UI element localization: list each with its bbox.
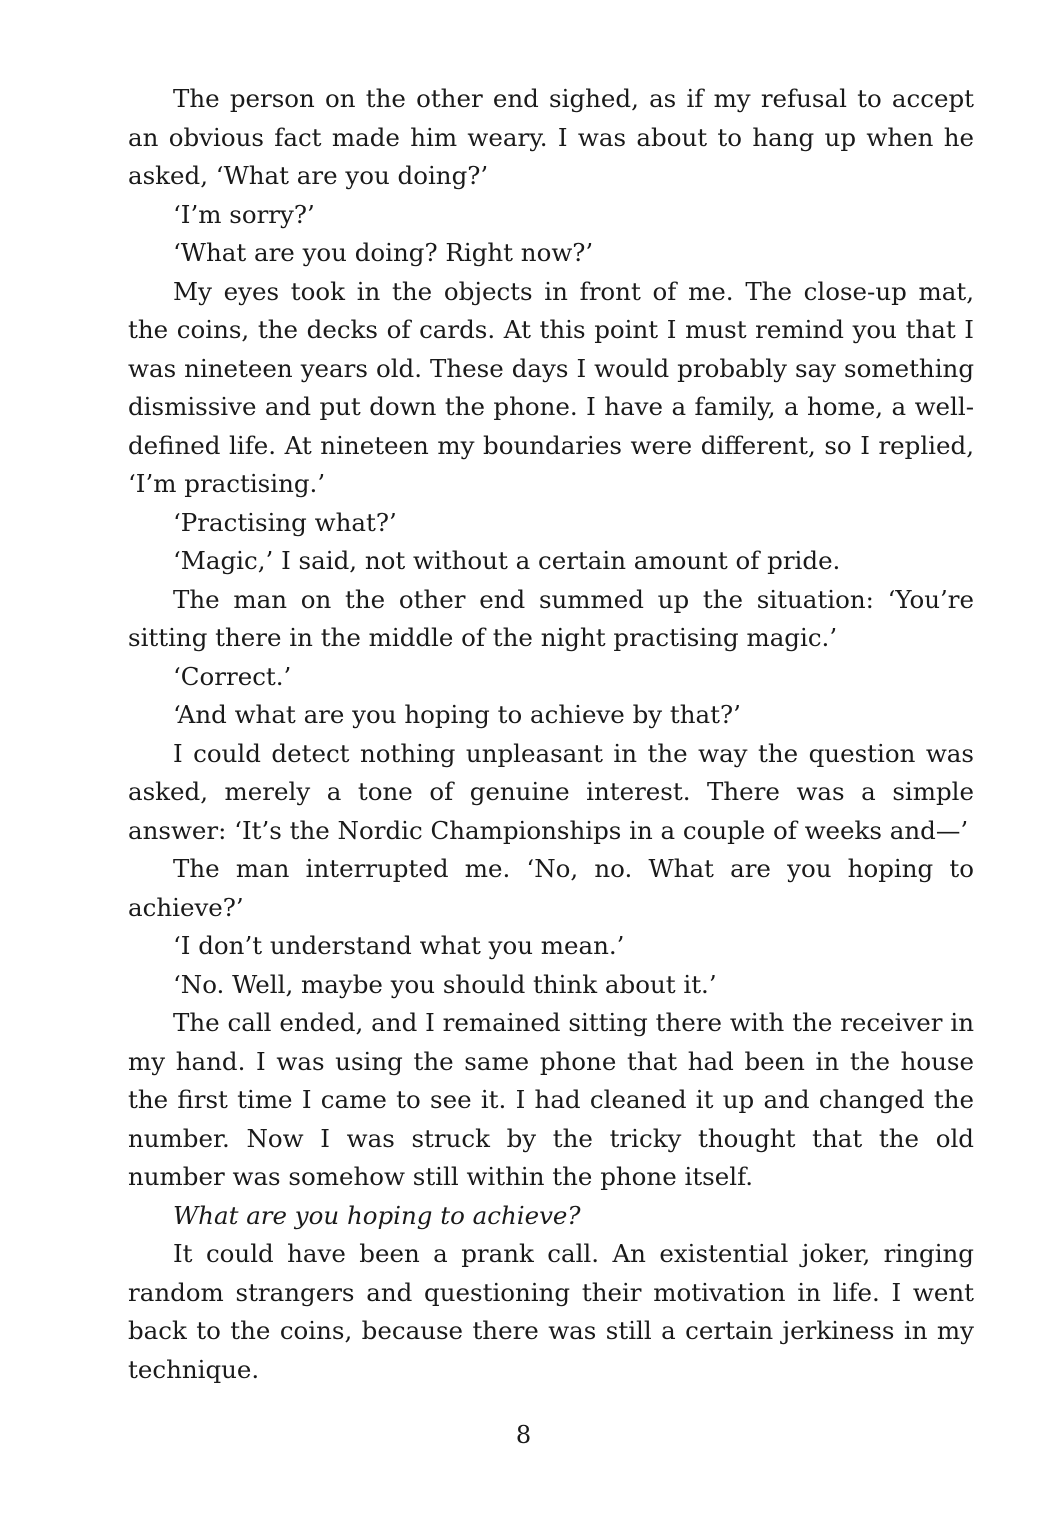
paragraph: ‘Practising what?’	[173, 507, 397, 537]
paragraph: The man interrupted me. ‘No, no. What are you hoping to achieve?’	[128, 854, 974, 922]
page-number: 8	[515, 1421, 532, 1449]
body-text	[128, 80, 974, 1389]
paragraph: ‘No. Well, maybe you should think about it.’	[173, 969, 717, 999]
italic-paragraph: What are you hoping to achieve?	[173, 1200, 581, 1230]
paragraph: ‘And what are you hoping to achieve by that?’	[173, 700, 741, 729]
paragraph: ‘Magic,’ I said, not without a certain amount of pride.	[173, 546, 841, 575]
paragraph: The person on the other end sighed, as if my refusal to accept an obvious fact made him weary. I was about to hang up when he asked, ‘What are you doing?’	[128, 84, 974, 190]
paragraph: ‘I’m sorry?’	[173, 199, 315, 229]
paragraph: ‘What are you doing? Right now?’	[173, 238, 594, 267]
paragraph: ‘Correct.’	[173, 661, 292, 691]
paragraph: The call ended, and I remained sitting there with the receiver in my hand. I was using the same phone that had been in the house the first time I came to see it. I had cleaned it up and changed the number. Now I was struck by the tricky thought that the old number was somehow still within the phone itself.	[128, 1008, 974, 1191]
paragraph: I could detect nothing unpleasant in the way the question was asked, merely a tone of genuine interest. There was a simple answer: ‘It’s the Nordic Championships in a couple of weeks and—’	[128, 738, 974, 845]
paragraph: ‘I don’t understand what you mean.’	[173, 931, 625, 960]
paragraph: It could have been a prank call. An existential joker, ringing random strangers and questioning their motivation in life. I went back to the coins, because there was still a certain jerkiness in my technique.	[128, 1239, 974, 1384]
paragraph: The man on the other end summed up the situation: ‘You’re sitting there in the middle of the night practising magic.’	[128, 584, 974, 652]
paragraph: My eyes took in the objects in front of me. The close-up mat, the coins, the decks of cards. At this point I must remind you that I was nineteen years old. These days I would probably say something dismissive and put down the phone. I have a family, a home, a well-defined life. At nineteen my boundaries were different, so I replied, ‘I’m practising.’	[128, 276, 974, 498]
